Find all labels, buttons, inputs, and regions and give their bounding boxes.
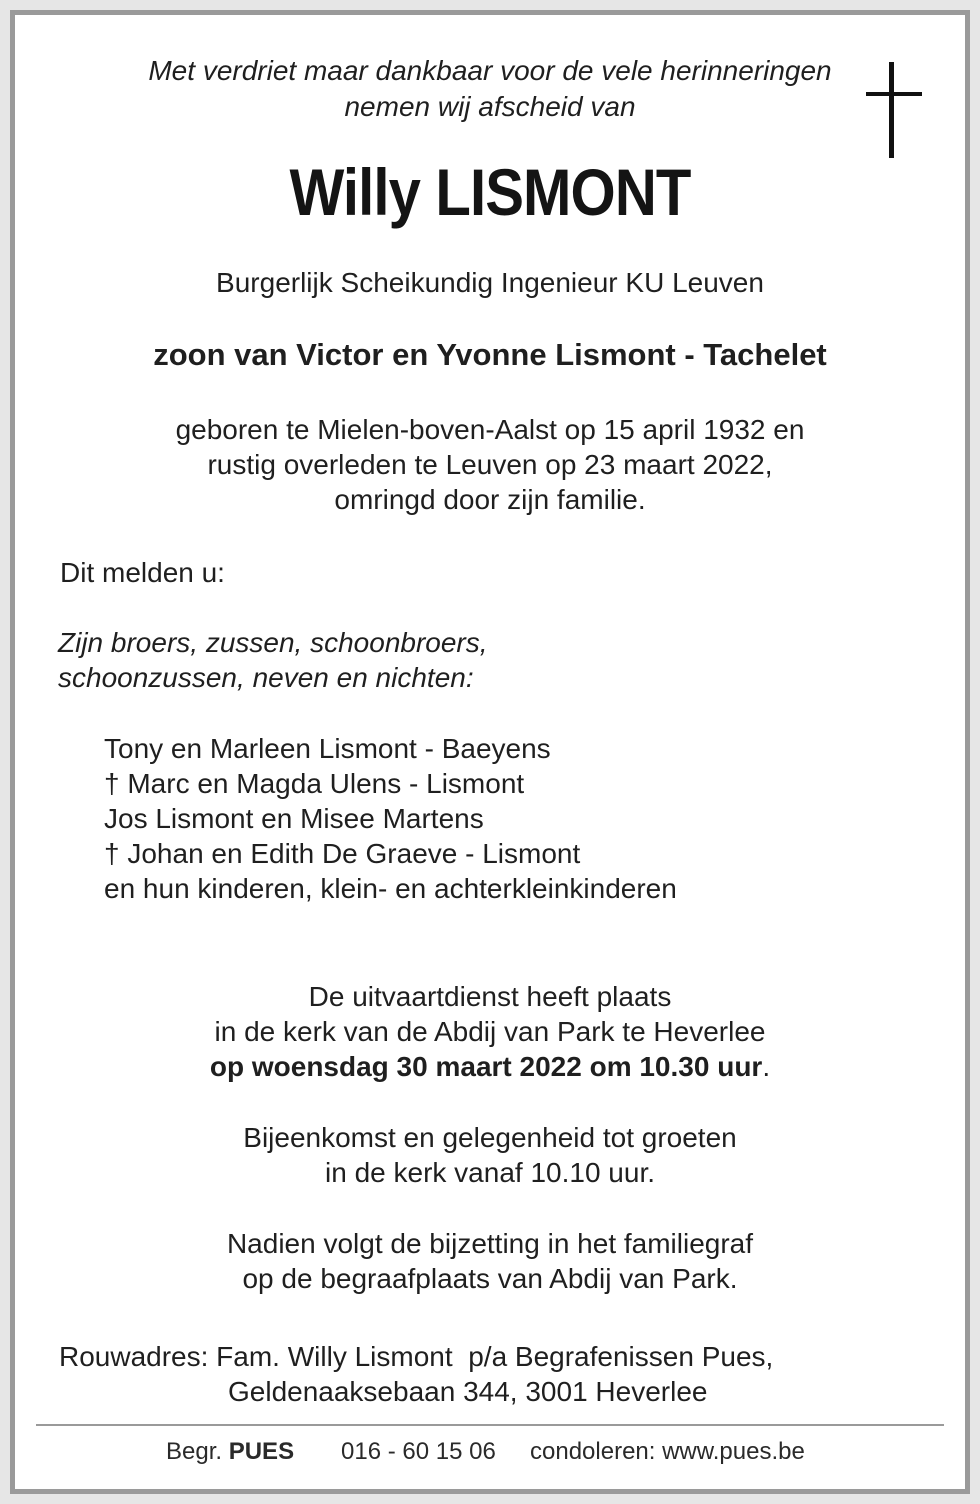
footer-condolences: condoleren: www.pues.be — [530, 1438, 805, 1465]
family-member: † Marc en Magda Ulens - Lismont — [104, 768, 525, 799]
service-date-suffix: . — [762, 1051, 771, 1082]
gathering-line-1: Bijeenkomst en gelegenheid tot groeten — [243, 1122, 737, 1153]
gathering-line-2: in de kerk vanaf 10.10 uur. — [325, 1157, 655, 1188]
intro-line-2: nemen wij afscheid van — [344, 91, 636, 122]
service-date-line — [0, 1049, 980, 1084]
service-date: op woensdag 30 maart 2022 om 10.30 uur — [209, 1051, 763, 1082]
burial-line-1: Nadien volgt de bijzetting in het familiegraf — [226, 1228, 754, 1259]
family-intro-line-1: Zijn broers, zussen, schoonbroers, — [58, 627, 488, 658]
address-line-2: Geldenaaksebaan 344, 3001 Heverlee — [228, 1376, 708, 1407]
parents-line: zoon van Victor en Yvonne Lismont - Tachelet — [153, 337, 827, 372]
address-line-1: Rouwadres: Fam. Willy Lismont p/a Begrafenissen Pues, — [59, 1341, 774, 1372]
footer-company: PUES — [228, 1438, 295, 1465]
cross-icon — [866, 62, 922, 158]
footer-phone: 016 - 60 15 06 — [341, 1438, 496, 1465]
birth-death-line-3: omringd door zijn familie. — [334, 484, 646, 515]
family-intro-line-2: schoonzussen, neven en nichten: — [58, 662, 474, 693]
burial-line-2: op de begraafplaats van Abdij van Park. — [242, 1263, 738, 1294]
deceased-name: Willy LISMONT — [289, 155, 691, 229]
family-member: Jos Lismont en Misee Martens — [104, 803, 484, 834]
footer-prefix: Begr. — [166, 1438, 223, 1465]
service-line-1: De uitvaartdienst heeft plaats — [308, 981, 672, 1012]
service-line-2: in de kerk van de Abdij van Park te Heverlee — [214, 1016, 766, 1047]
family-member: en hun kinderen, klein- en achterkleinkinderen — [104, 873, 677, 904]
family-member: † Johan en Edith De Graeve - Lismont — [104, 838, 581, 869]
footer-divider — [36, 1424, 944, 1426]
deceased-title: Burgerlijk Scheikundig Ingenieur KU Leuven — [216, 267, 764, 298]
footer-undertaker — [166, 1437, 294, 1467]
birth-death-line-1: geboren te Mielen-boven-Aalst op 15 april 1932 en — [175, 414, 805, 445]
family-member: Tony en Marleen Lismont - Baeyens — [104, 733, 551, 764]
intro-line-1: Met verdriet maar dankbaar voor de vele herinneringen — [148, 55, 832, 86]
birth-death-line-2: rustig overleden te Leuven op 23 maart 2022, — [207, 449, 773, 480]
announce-line: Dit melden u: — [60, 557, 225, 588]
